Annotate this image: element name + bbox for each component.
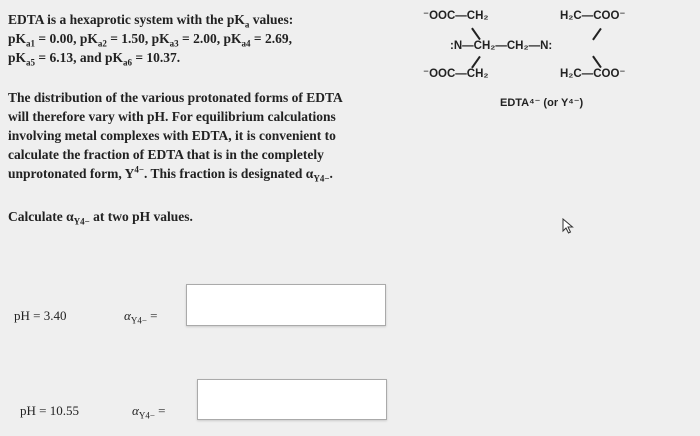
pk-a4-value: = 2.69, bbox=[250, 31, 292, 46]
intro-text: EDTA is a hexaprotic system with the pK bbox=[8, 12, 245, 27]
paragraph-line: calculate the fraction of EDTA that is in the completely bbox=[8, 147, 324, 162]
structure-top-right: H₂C—COO⁻ bbox=[560, 10, 626, 22]
alpha-answer-input-2[interactable] bbox=[197, 379, 387, 420]
alpha-sub: Y4− bbox=[313, 173, 330, 184]
values-label: values: bbox=[249, 12, 294, 27]
pk-a6-value: = 10.37. bbox=[131, 50, 181, 65]
paragraph-line: involving metal complexes with EDTA, it is convenient to bbox=[8, 128, 336, 143]
ph-label: pH = 3.40 bbox=[14, 308, 67, 323]
alpha-answer-input-1[interactable] bbox=[186, 284, 386, 326]
paragraph-line: unprotonated form, $Y^{4-}$. This fraction is designated $\alpha_{Y4-}$. bbox=[8, 164, 333, 184]
structure-top-left: ⁻OOC—CH₂ bbox=[423, 10, 489, 22]
alpha-sub: Y4− bbox=[73, 216, 90, 227]
pk-a6-sub: a6 bbox=[122, 57, 132, 68]
charge-sup: 4− bbox=[134, 164, 145, 175]
pk-a2-value: = 1.50, pK bbox=[106, 31, 170, 46]
pk-a4-sub: a4 bbox=[241, 38, 251, 49]
ph-label: pH = 10.55 bbox=[20, 403, 79, 418]
alpha-label: $\alpha_{Y4-}$ = bbox=[124, 308, 158, 326]
problem-intro bbox=[8, 10, 368, 67]
pka-a-sub: a bbox=[244, 19, 250, 30]
problem-paragraph bbox=[8, 88, 388, 183]
pk-a5-sub: a5 bbox=[26, 57, 36, 68]
structure-bottom-right: H₂C—COO⁻ bbox=[560, 68, 626, 80]
structure-middle: :N—CH₂—CH₂—N: bbox=[450, 40, 553, 52]
paragraph-line: will therefore vary with pH. For equilibrium calculations bbox=[8, 109, 336, 124]
pk-a3-sub: a3 bbox=[169, 38, 179, 49]
bond-line bbox=[592, 28, 601, 40]
paragraph-line: The distribution of the various protonated forms of EDTA bbox=[8, 90, 343, 105]
pk-a3-value: = 2.00, pK bbox=[178, 31, 242, 46]
structure-bottom-left: ⁻OOC—CH₂ bbox=[423, 68, 489, 80]
pk-a5-value: = 6.13, and pK bbox=[35, 50, 123, 65]
pk-a1-sub: a1 bbox=[26, 38, 36, 49]
pk-text: pK bbox=[8, 31, 27, 46]
bond-line bbox=[471, 28, 480, 40]
mouse-pointer-icon bbox=[562, 218, 574, 234]
structure-caption: EDTA⁴⁻ (or Y⁴⁻) bbox=[500, 97, 584, 109]
pk-text: pK bbox=[8, 50, 27, 65]
alpha-label: $\alpha_{Y4-}$ = bbox=[132, 403, 166, 421]
pk-a2-sub: a2 bbox=[97, 38, 107, 49]
calculate-instruction: Calculate $\alpha_{Y4-}$ at two pH values. bbox=[8, 209, 193, 227]
pk-a1-value: = 0.00, pK bbox=[35, 31, 98, 46]
